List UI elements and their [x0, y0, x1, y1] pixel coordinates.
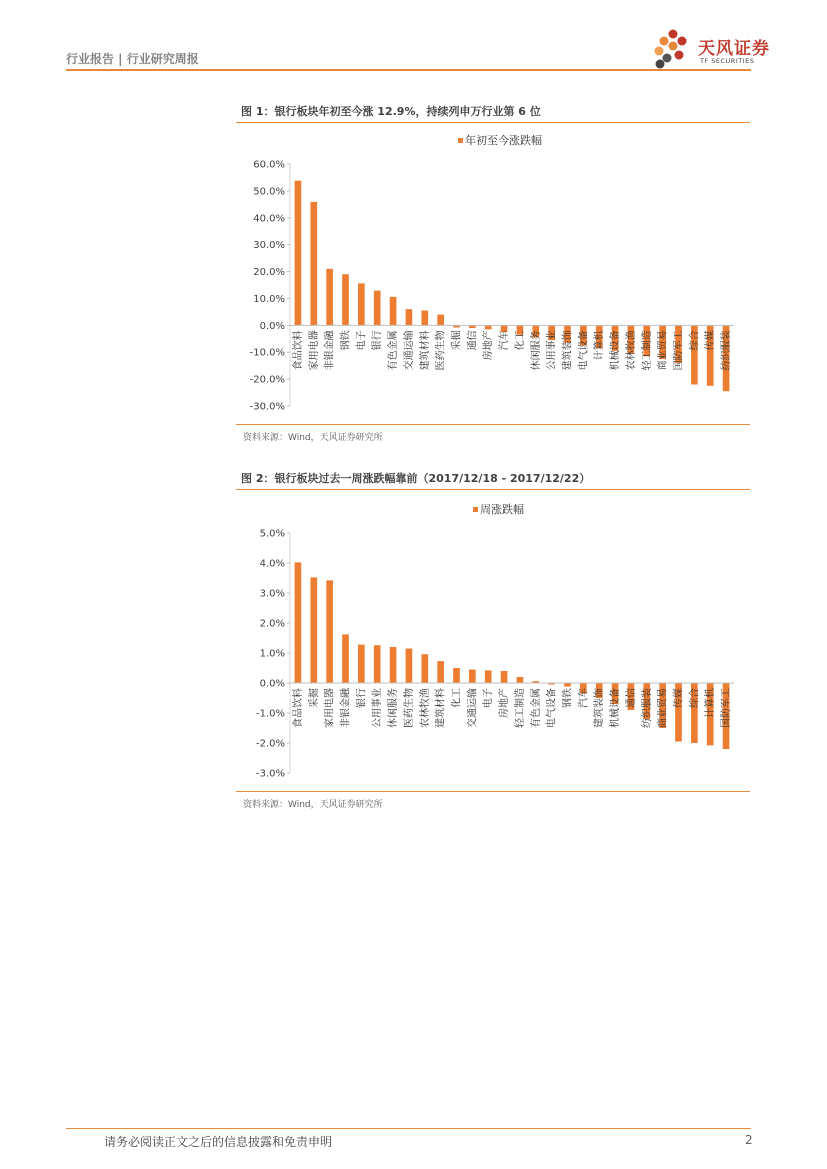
category-label: 电气设备 — [546, 688, 558, 728]
category-label: 纺织服装 — [721, 330, 733, 371]
bar — [390, 297, 397, 326]
category-label: 商业贸易 — [657, 330, 669, 371]
bar — [421, 654, 428, 683]
figure-2-source: 资料来源：Wind，天风证券研究所 — [243, 800, 383, 810]
bar — [453, 668, 460, 683]
category-label: 电气设备 — [578, 330, 590, 371]
legend-swatch — [473, 507, 478, 512]
bar — [469, 670, 476, 684]
y-tick-label: 4.0% — [259, 558, 285, 570]
logo-chinese-name: 天风证券 — [698, 39, 770, 59]
bar — [295, 181, 302, 326]
category-label: 建筑装饰 — [594, 688, 606, 728]
category-label: 国防军工 — [673, 330, 685, 371]
category-label: 食品饮料 — [292, 688, 304, 728]
bar — [374, 645, 381, 683]
bar — [358, 283, 365, 325]
category-label: 医药生物 — [403, 688, 415, 728]
y-tick-label: 2.0% — [259, 618, 285, 630]
category-label: 非银金融 — [340, 688, 352, 728]
logo-flower-icon — [648, 28, 694, 74]
disclaimer-text: 请务必阅读正文之后的信息披露和免责申明 — [104, 1135, 333, 1149]
category-label: 综合 — [689, 330, 701, 351]
bar — [326, 269, 333, 325]
category-label: 轻工制造 — [514, 688, 526, 728]
category-label: 交通运输 — [467, 688, 479, 728]
category-label: 机械设备 — [610, 330, 622, 371]
category-label: 国防军工 — [721, 688, 733, 728]
bar — [437, 315, 444, 326]
bar — [564, 683, 571, 687]
legend-label: 周涨跌幅 — [480, 503, 524, 516]
y-tick-label: 30.0% — [253, 240, 285, 252]
category-label: 商业贸易 — [657, 688, 669, 728]
page-number: 2 — [745, 1133, 753, 1147]
category-label: 采掘 — [451, 330, 463, 351]
chart-legend — [473, 502, 524, 516]
chart-2-weekly-change — [236, 489, 750, 791]
bar — [437, 661, 444, 683]
bar — [421, 311, 428, 326]
y-tick-label: -2.0% — [255, 738, 285, 750]
figure-1-title: 图 1：银行板块年初至今涨 12.9%，持续列申万行业第 6 位 — [241, 105, 541, 118]
category-label: 化工 — [451, 688, 463, 708]
bar — [310, 577, 317, 683]
category-label: 非银金融 — [324, 330, 336, 371]
chart-1-ytd-change — [236, 122, 750, 424]
figure-1-bottom-rule — [236, 424, 750, 425]
bar — [342, 274, 349, 325]
figure-2-bottom-rule — [236, 791, 750, 792]
legend-swatch — [458, 138, 463, 143]
category-label: 轻工制造 — [641, 330, 653, 371]
y-tick-label: -1.0% — [255, 708, 285, 720]
category-label: 家用电器 — [308, 330, 320, 371]
category-label: 电子 — [356, 330, 368, 351]
bar — [517, 677, 524, 683]
category-label: 房地产 — [483, 330, 495, 361]
category-label: 汽车 — [578, 688, 590, 708]
category-label: 传媒 — [673, 688, 685, 708]
bar — [342, 634, 349, 683]
category-label: 传媒 — [705, 330, 717, 351]
bar — [501, 671, 508, 683]
figure-2-title: 图 2：银行板块过去一周涨跌幅靠前（2017/12/18 - 2017/12/22） — [241, 472, 591, 485]
category-label: 农林牧渔 — [419, 688, 431, 728]
category-label: 建筑材料 — [435, 688, 447, 728]
y-tick-label: 50.0% — [253, 186, 285, 198]
category-label: 有色金属 — [530, 688, 542, 728]
category-label: 食品饮料 — [292, 330, 304, 371]
category-label: 休闲服务 — [530, 330, 542, 371]
company-logo — [648, 28, 778, 74]
footer-divider — [66, 1128, 751, 1129]
bar — [326, 580, 333, 683]
category-label: 计算机 — [705, 688, 717, 718]
chart-legend — [458, 133, 542, 147]
category-label: 化工 — [514, 330, 526, 351]
category-label: 家用电器 — [324, 688, 336, 728]
figure-1-source: 资料来源：Wind，天风证券研究所 — [243, 433, 383, 443]
y-tick-label: 1.0% — [259, 648, 285, 660]
category-label: 公用事业 — [372, 688, 384, 728]
bar — [374, 291, 381, 326]
bar — [485, 325, 492, 329]
y-tick-label: 3.0% — [259, 588, 285, 600]
y-tick-label: 20.0% — [253, 267, 285, 279]
y-tick-label: 5.0% — [259, 528, 285, 540]
category-label: 休闲服务 — [388, 688, 400, 728]
category-label: 通信 — [467, 330, 479, 351]
category-label: 银行 — [372, 330, 384, 351]
category-label: 通信 — [625, 688, 637, 708]
y-tick-label: -30.0% — [249, 401, 285, 413]
category-label: 有色金属 — [388, 330, 400, 371]
y-tick-label: 40.0% — [253, 213, 285, 225]
y-tick-label: 0.0% — [259, 678, 285, 690]
category-label: 采掘 — [308, 688, 320, 708]
bar — [295, 562, 302, 683]
category-label: 汽车 — [499, 330, 511, 351]
category-label: 钢铁 — [562, 688, 574, 708]
category-label: 建筑装饰 — [562, 330, 574, 371]
category-label: 医药生物 — [435, 330, 447, 371]
y-tick-label: -20.0% — [249, 374, 285, 386]
report-category-label: 行业报告 | 行业研究周报 — [66, 52, 199, 66]
category-label: 农林牧渔 — [625, 330, 637, 371]
bar — [390, 647, 397, 683]
bar — [406, 309, 413, 325]
y-tick-label: 10.0% — [253, 293, 285, 305]
category-label: 电子 — [483, 688, 495, 708]
category-label: 银行 — [356, 688, 368, 708]
y-tick-label: 0.0% — [259, 320, 285, 332]
bar — [310, 202, 317, 325]
category-label: 钢铁 — [340, 330, 352, 351]
category-label: 交通运输 — [403, 330, 415, 371]
y-tick-label: -10.0% — [249, 347, 285, 359]
category-label: 综合 — [689, 688, 701, 708]
y-tick-label: -3.0% — [255, 768, 285, 780]
category-label: 纺织服装 — [641, 688, 653, 728]
category-label: 计算机 — [594, 330, 606, 361]
logo-english-name: TF SECURITIES — [700, 57, 755, 65]
y-tick-label: 60.0% — [253, 159, 285, 171]
bar — [485, 670, 492, 683]
legend-label: 年初至今涨跌幅 — [465, 134, 542, 147]
category-label: 机械设备 — [610, 688, 622, 728]
category-label: 公用事业 — [546, 330, 558, 371]
category-label: 房地产 — [499, 688, 511, 718]
category-label: 建筑材料 — [419, 330, 431, 371]
bar — [406, 649, 413, 684]
bar — [358, 645, 365, 683]
